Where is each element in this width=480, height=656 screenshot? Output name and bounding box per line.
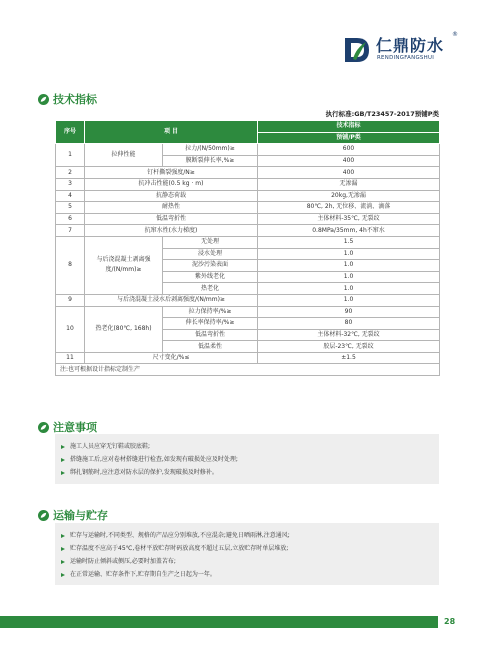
- table-note-row: [56, 364, 440, 376]
- table-row: [56, 352, 440, 364]
- row-value: 1.0: [258, 283, 440, 295]
- brand-logo: [342, 31, 458, 71]
- row-value: 80: [258, 318, 440, 330]
- row-label: 无处理: [163, 236, 258, 248]
- row-label: 低温柔性: [163, 341, 258, 353]
- registered-mark: ®: [452, 31, 458, 38]
- row-value: 0.8MPa/35mm, 4h不窜水: [258, 225, 440, 237]
- storage-list: [55, 523, 439, 581]
- row-no: 7: [56, 225, 85, 237]
- bullet-triangle-icon: [61, 547, 65, 551]
- list-item-text: 在正常运输、贮存条件下,贮存期自生产之日起为一年。: [70, 571, 216, 578]
- list-item: [61, 555, 439, 568]
- table-note: 注:也可根据设计指标定制生产: [56, 364, 440, 376]
- row-label: 伸长率保持率/%≥: [163, 318, 258, 330]
- leaf-icon: [38, 422, 49, 433]
- row-value: 1.0: [258, 248, 440, 260]
- bullet-triangle-icon: [61, 458, 65, 462]
- row-value: 1.5: [258, 236, 440, 248]
- row-group: 热老化(80℃, 168h): [85, 306, 163, 352]
- notice-box: [55, 434, 439, 484]
- row-label: 泥沙污染表面: [163, 260, 258, 272]
- table-row: [56, 167, 440, 179]
- list-item-text: 运输时防止倾斜或侧压,必要时加盖苫布;: [70, 558, 176, 565]
- row-label: 与后浇混凝土浸水后剥离强度/(N/mm)≥: [85, 294, 258, 306]
- row-label: 抗静态荷载: [85, 190, 258, 202]
- table-row: [56, 294, 440, 306]
- row-no: 4: [56, 190, 85, 202]
- spec-table: [55, 120, 440, 376]
- row-label: 拉力/(N/50mm)≥: [163, 144, 258, 156]
- row-no: 6: [56, 213, 85, 225]
- bullet-triangle-icon: [61, 445, 65, 449]
- row-value: 1.0: [258, 271, 440, 283]
- list-item: [61, 542, 439, 555]
- leaf-icon: [38, 94, 49, 105]
- standard-reference: 执行标准:GB/T23457-2017预铺P类: [325, 110, 439, 118]
- row-label: 拉力保持率/%≥: [163, 306, 258, 318]
- header-tech: 技术指标: [258, 121, 440, 133]
- table-row: [56, 236, 440, 248]
- brand-name-en: RENDINGFANGSHUI: [377, 55, 435, 61]
- leaf-icon: [38, 510, 49, 521]
- spec-section-title: 技术指标: [53, 93, 97, 106]
- row-value: 1.0: [258, 260, 440, 272]
- row-value: 600: [258, 144, 440, 156]
- table-row: [56, 178, 440, 190]
- row-no: 2: [56, 167, 85, 179]
- row-no: 9: [56, 294, 85, 306]
- list-item: [61, 440, 439, 453]
- page-number: 28: [444, 617, 456, 626]
- list-item-text: 施工人员应穿无钉鞋或胶底鞋;: [70, 443, 151, 450]
- footer-bar: [0, 616, 438, 628]
- spec-section-header: [38, 91, 97, 107]
- list-item-text: 绑扎钢筋时,应注意对防水层的保护,发现破损及时修补。: [70, 469, 218, 476]
- row-label: 耐热性: [85, 202, 258, 214]
- list-item: [61, 466, 439, 479]
- row-label: 低温弯折性: [85, 213, 258, 225]
- table-row: [56, 306, 440, 318]
- row-label: 钉杆撕裂强度/N≥: [85, 167, 258, 179]
- notice-section-title: 注意事项: [53, 421, 97, 434]
- brand-name-cn: 仁鼎防水: [376, 36, 445, 55]
- table-header-row: [56, 121, 440, 133]
- row-value: 主体材料-35℃, 无裂纹: [258, 213, 440, 225]
- row-no: 8: [56, 236, 85, 294]
- header-sub: 预铺/P类: [258, 132, 440, 144]
- row-value: 1.0: [258, 294, 440, 306]
- row-label: 热老化: [163, 283, 258, 295]
- bullet-triangle-icon: [61, 560, 65, 564]
- table-row: [56, 144, 440, 156]
- bullet-triangle-icon: [61, 534, 65, 538]
- row-value: 400: [258, 155, 440, 167]
- list-item: [61, 568, 439, 581]
- row-label: 抗冲击性能(0.5 kg · m): [85, 178, 258, 190]
- notice-list: [55, 434, 439, 479]
- notice-section-header: [38, 419, 97, 435]
- row-value: 无渗漏: [258, 178, 440, 190]
- row-label: 低温弯折性: [163, 329, 258, 341]
- table-row: [56, 202, 440, 214]
- list-item-text: 贮存温度不应高于45℃,卷材平放贮存时码放高度不超过五层,立放贮存时单层堆放;: [70, 545, 289, 552]
- row-value: ±1.5: [258, 352, 440, 364]
- row-value: 20kg,无渗漏: [258, 190, 440, 202]
- list-item-text: 贮存与运输时,不同类型、规格的产品应分别堆放,不应混杂;避免日晒雨淋,注意通风;: [70, 532, 290, 539]
- row-value: 主体材料-32℃, 无裂纹: [258, 329, 440, 341]
- bullet-triangle-icon: [61, 573, 65, 577]
- row-group: 与后浇混凝土剥离强度/(N/mm)≥: [85, 236, 163, 294]
- table-row: [56, 213, 440, 225]
- row-value: 90: [258, 306, 440, 318]
- row-group: 拉伸性能: [85, 144, 163, 167]
- row-no: 3: [56, 178, 85, 190]
- row-no: 1: [56, 144, 85, 167]
- row-value: 胶层-23℃, 无裂纹: [258, 341, 440, 353]
- logo-mark-icon: [342, 34, 374, 66]
- table-row: [56, 190, 440, 202]
- row-label: 紫外线老化: [163, 271, 258, 283]
- list-item-text: 搭缝施工后,应对卷材搭缝进行检查,如发现有破损处应及时处理;: [70, 456, 238, 463]
- row-no: 5: [56, 202, 85, 214]
- row-value: 80℃, 2h, 无位移、流淌、滴落: [258, 202, 440, 214]
- storage-section-header: [38, 507, 108, 523]
- bullet-triangle-icon: [61, 471, 65, 475]
- table-row: [56, 225, 440, 237]
- header-item: 项 目: [85, 121, 258, 144]
- row-label: 膜断裂伸长率,%≥: [163, 155, 258, 167]
- row-label: 抗窜水性(水力梯度): [85, 225, 258, 237]
- list-item: [61, 529, 439, 542]
- row-no: 11: [56, 352, 85, 364]
- row-value: 400: [258, 167, 440, 179]
- row-label: 尺寸变化/%≤: [85, 352, 258, 364]
- list-item: [61, 453, 439, 466]
- header-no: 序号: [56, 121, 85, 144]
- storage-box: [55, 523, 439, 585]
- storage-section-title: 运输与贮存: [53, 509, 108, 522]
- row-no: 10: [56, 306, 85, 352]
- row-label: 浸水处理: [163, 248, 258, 260]
